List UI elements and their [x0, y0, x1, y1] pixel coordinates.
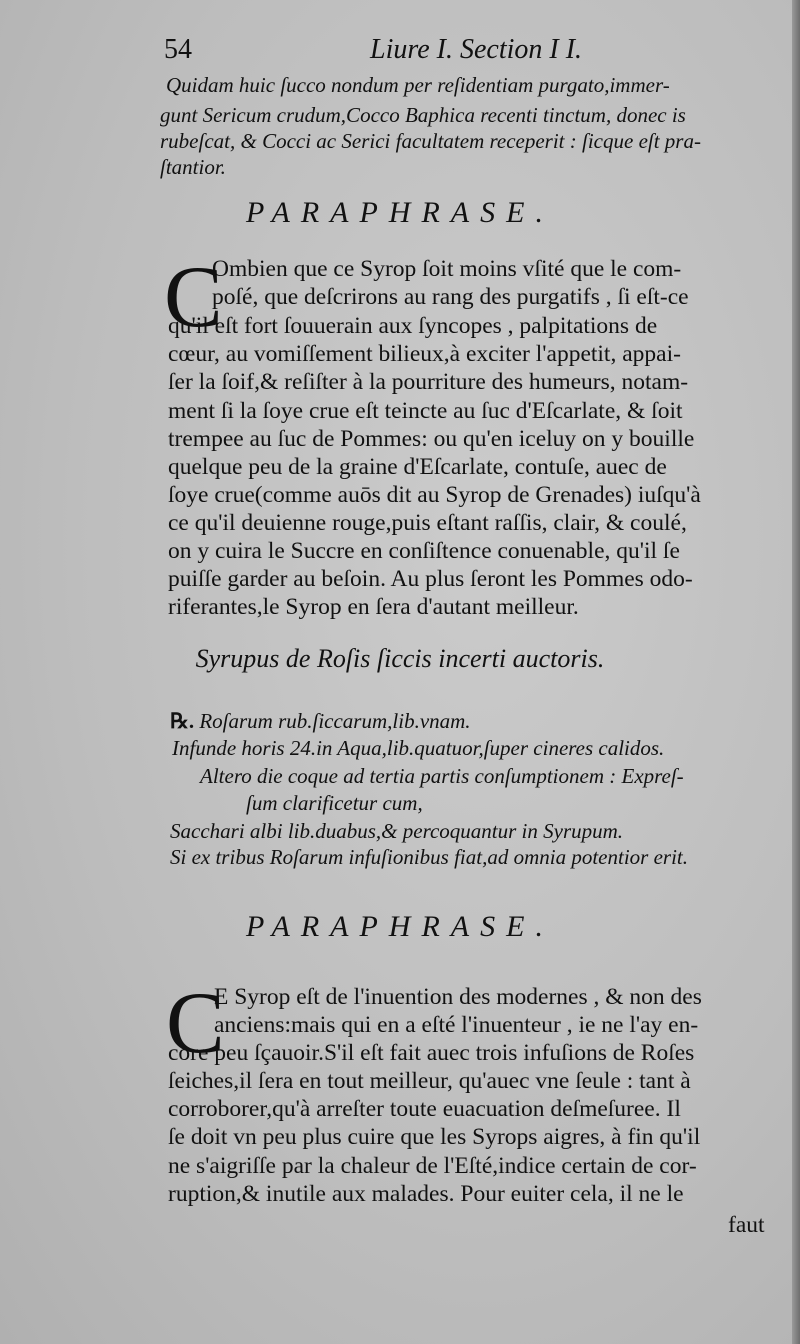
paragraph-line: cœur, au vomiſſement bilieux,à exciter l'appetit, appai-	[168, 341, 681, 367]
paragraph-line: ce qu'il deuienne rouge,puis eſtant raſſis, clair, & coulé,	[168, 510, 687, 536]
paragraph-line: poſé, que deſcrirons au rang des purgatifs , ſi eſt-ce	[212, 284, 689, 310]
section-heading: PARAPHRASE.	[246, 196, 554, 229]
recipe-line: Si ex tribus Roſarum infuſionibus fiat,ad omnia potentior erit.	[170, 845, 688, 869]
recipe-line	[170, 706, 471, 736]
paragraph-line: quelque peu de la graine d'Eſcarlate, contuſe, auec de	[168, 454, 667, 480]
drop-cap: C	[164, 249, 223, 346]
paragraph-line: ſe doit vn peu plus cuire que les Syrops aigres, à fin qu'il	[168, 1124, 701, 1150]
paragraph-line: riferantes,le Syrop en ſera d'autant meilleur.	[168, 594, 579, 620]
recipe-line: ſum clarificetur cum,	[246, 791, 423, 815]
recipe-line: Infunde horis 24.in Aqua,lib.quatuor,ſuper cineres calidos.	[172, 736, 665, 760]
running-header	[160, 30, 600, 70]
paragraph-line: corroborer,qu'à arreſter toute euacuation deſmeſuree. Il	[168, 1096, 681, 1122]
rx-symbol: ℞.	[170, 709, 195, 733]
paragraph-line: ruption,& inutile aux malades. Pour euiter cela, il ne le	[168, 1181, 684, 1207]
page-number: 54	[164, 34, 192, 65]
paragraph-line: puiſſe garder au beſoin. Au plus ſeront les Pommes odo-	[168, 566, 693, 592]
latin-intro-line: Quidam huic ſucco nondum per reſidentiam purgato,immer-	[166, 73, 670, 97]
recipe-line-text: Roſarum rub.ſiccarum,lib.vnam.	[199, 709, 471, 733]
paragraph-line: ment ſi la ſoye crue eſt teincte au ſuc d'Eſcarlate, & ſoit	[168, 398, 683, 424]
paragraph-line: core peu ſçauoir.S'il eſt fait auec trois infuſions de Roſes	[168, 1040, 695, 1066]
paragraph-line: E Syrop eſt de l'inuention des modernes , & non des	[214, 984, 702, 1010]
latin-intro-line: ſtantior.	[160, 155, 226, 179]
catchword: faut	[728, 1212, 765, 1238]
paragraph-line: ne s'aigriſſe par la chaleur de l'Eſté,indice certain de cor-	[168, 1153, 697, 1179]
paragraph-line: Ombien que ce Syrop ſoit moins vſité que le com-	[212, 256, 682, 282]
paragraph-line: ſoye crue(comme auōs dit au Syrop de Grenades) iuſqu'à	[168, 482, 701, 508]
section-heading: PARAPHRASE.	[246, 910, 554, 943]
paragraph-line: trempee au ſuc de Pommes: ou qu'en iceluy on y bouille	[168, 426, 695, 452]
latin-intro-line: gunt Sericum crudum,Cocco Baphica recenti tinctum, donec is	[160, 103, 686, 127]
running-head: Liure I. Section I I.	[370, 34, 583, 65]
paragraph-line: anciens:mais qui en a eſté l'inuenteur , ie ne l'ay en-	[214, 1012, 699, 1038]
recipe-title: Syrupus de Roſis ſiccis incerti auctoris.	[195, 644, 605, 673]
paragraph-line: qu'il eſt fort ſouuerain aux ſyncopes , palpitations de	[168, 313, 658, 339]
paragraph-line: ſeiches,il ſera en tout meilleur, qu'auec vne ſeule : tant à	[168, 1068, 691, 1094]
recipe-line: Sacchari albi lib.duabus,& percoquantur in Syrupum.	[170, 819, 624, 843]
paragraph-line: on y cuira le Succre en conſiſtence conuenable, qu'il ſe	[168, 538, 680, 564]
drop-cap: C	[166, 975, 225, 1072]
latin-intro-line: rubeſcat, & Cocci ac Serici facultatem receperit : ſicque eſt pra-	[160, 129, 701, 153]
paragraph-line: ſer la ſoif,& reſiſter à la pourriture des humeurs, notam-	[168, 369, 689, 395]
recipe-line: Altero die coque ad tertia partis conſumptionem : Expreſ-	[200, 764, 684, 788]
